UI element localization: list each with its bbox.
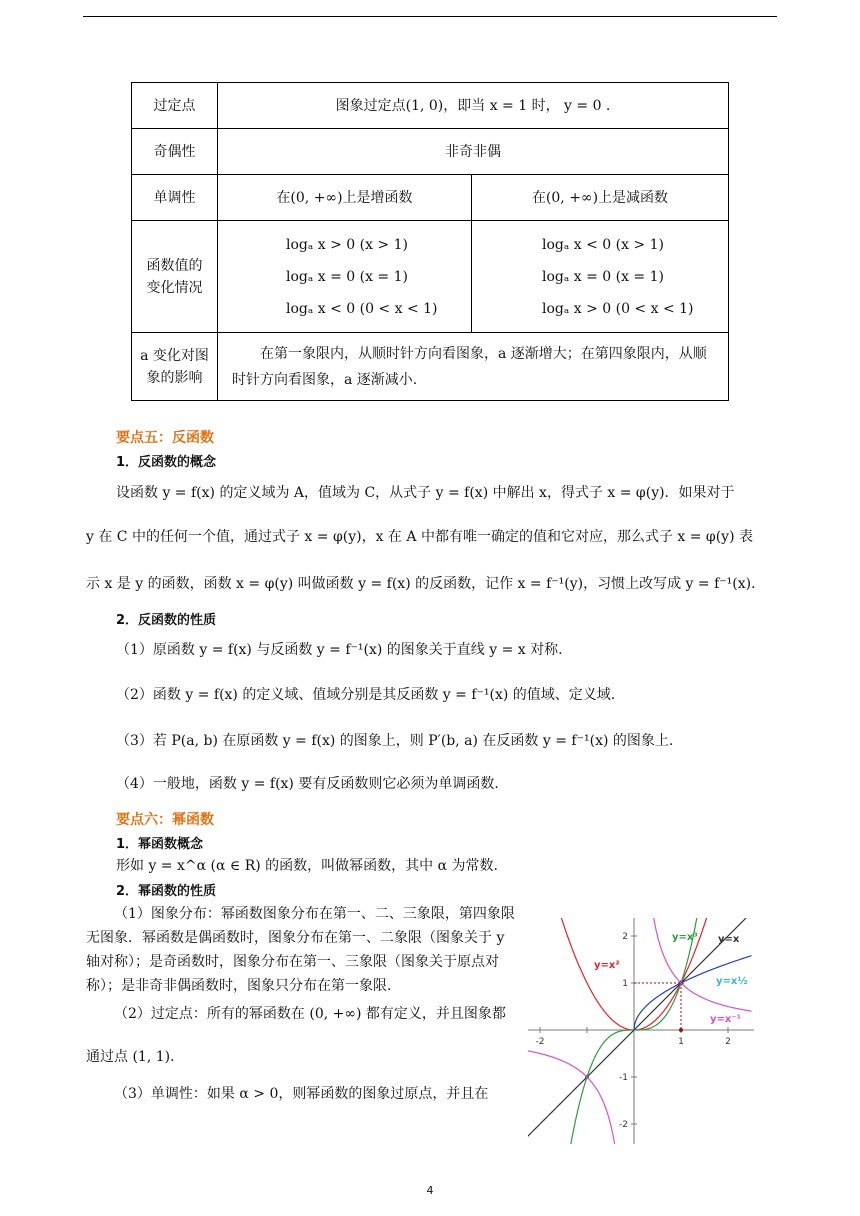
y-tick-label: -2 [619, 1120, 628, 1130]
formula-line: logₐ x > 0 (0 < x < 1) [542, 300, 694, 317]
property-line: （2）函数 y = f(x) 的定义域、值域分别是其反函数 y = f⁻¹(x) 的值域、定义域. [116, 687, 616, 703]
label-y-eq-x: y=x [718, 934, 740, 945]
property-line: （1）原函数 y = f(x) 与反函数 y = f⁻¹(x) 的图象关于直线 y = x 对称. [116, 642, 563, 658]
section-title: 要点五：反函数 [116, 430, 214, 446]
paragraph-line: 示 x 是 y 的函数，函数 x = φ(y) 叫做函数 y = f(x) 的反函数，记作 x = f⁻¹(y)，习惯上改写成 y = f⁻¹(x)． [86, 576, 766, 592]
formula-line: logₐ x > 0 (x > 1) [286, 236, 408, 253]
property-line: （3）若 P(a, b) 在原函数 y = f(x) 的图象上，则 P′(b, a) 在反函数 y = f⁻¹(x) 的图象上. [116, 733, 674, 749]
table-cell [472, 221, 729, 333]
row-header: 过定点 [132, 83, 218, 129]
paragraph: （3）单调性：如果 α > 0，则幂函数的图象过原点，并且在 [114, 1086, 489, 1102]
formula-line: logₐ x = 0 (x = 1) [542, 268, 664, 285]
log-function-properties-table [131, 82, 729, 401]
subsection-title: 1．反函数的概念 [116, 455, 217, 470]
paragraph: （1）图象分布：幂函数图象分布在第一、二、三象限，第四象限无图象．幂函数是偶函数时，图象分布在第一、二象限（图象关于 y 轴对称）；是奇函数时，图象分布在第一、三象限（图象关于原点对称）；是非奇非偶函数时，图象只分布在第一象限. [86, 906, 515, 994]
subsection-title: 1．幂函数概念 [116, 837, 204, 852]
x-tick-label: 2 [725, 1037, 731, 1047]
paragraph-line: 设函数 y = f(x) 的定义域为 A，值域为 C，从式子 y = f(x) 中解出 x，得式子 x = φ(y)．如果对于 [116, 485, 735, 501]
table-row [132, 83, 729, 129]
header-rule [83, 16, 777, 17]
table-row [132, 129, 729, 175]
curve-y-eq-x-inverse-left [528, 1050, 615, 1144]
power-function-graph [528, 918, 754, 1144]
row-header: a 变化对图象的影响 [132, 333, 218, 401]
formula-line: logₐ x = 0 (x = 1) [286, 268, 408, 285]
table-cell: 非奇非偶 [218, 129, 729, 175]
formula-line: logₐ x < 0 (x > 1) [542, 236, 664, 253]
table-row [132, 221, 729, 333]
curve-y-eq-x [528, 918, 751, 1138]
paragraph-line: 形如 y = x^α (α ∈ R) 的函数，叫做幂函数，其中 α 为常数. [116, 858, 498, 874]
x-tick-label: -2 [535, 1037, 545, 1047]
point-1-0 [679, 1028, 683, 1032]
row-header: 奇偶性 [132, 129, 218, 175]
section-title: 要点六：幂函数 [116, 812, 214, 828]
subsection-title: 2．幂函数的性质 [116, 884, 217, 899]
row-header: 单调性 [132, 175, 218, 221]
y-tick-label: -1 [619, 1073, 628, 1083]
table-cell: 在(0, +∞)上是减函数 [472, 175, 729, 221]
subsection-title: 2．反函数的性质 [116, 613, 217, 628]
label-y-eq-x-squared: y=x² [594, 960, 620, 971]
row-header: 函数值的变化情况 [132, 221, 218, 333]
graph-labels [594, 932, 748, 1025]
table-cell: 在(0, +∞)上是增函数 [218, 175, 472, 221]
graph-axes [528, 918, 754, 1144]
table-row [132, 333, 729, 401]
label-y-eq-x-inverse: y=x⁻¹ [710, 1014, 742, 1025]
table-cell: 在第一象限内，从顺时针方向看图象，a 逐渐增大；在第四象限内，从顺时针方向看图象，a 逐渐减小. [218, 333, 729, 401]
y-tick-label: 2 [622, 932, 628, 942]
graph-curves [528, 918, 752, 1144]
page-number: 4 [426, 1184, 434, 1197]
paragraph: （2）过定点：所有的幂函数在 (0, +∞) 都有定义，并且图象都 [114, 1006, 506, 1022]
table-cell [218, 221, 472, 333]
formula-line: logₐ x < 0 (0 < x < 1) [286, 300, 438, 317]
x-tick-label: 1 [678, 1037, 684, 1047]
y-tick-label: 1 [622, 979, 628, 989]
property-line: （4）一般地，函数 y = f(x) 要有反函数则它必须为单调函数. [116, 776, 499, 792]
table-cell: 图象过定点(1, 0)，即当 x = 1 时， y = 0 . [218, 83, 729, 129]
paragraph: 通过点 (1, 1)． [86, 1049, 185, 1065]
paragraph-line: y 在 C 中的任何一个值，通过式子 x = φ(y)，x 在 A 中都有唯一确定的值和它对应，那么式子 x = φ(y) 表 [86, 529, 754, 545]
label-y-eq-x-cubed: y=x³ [672, 932, 698, 943]
label-y-eq-x-half: y=x½ [716, 976, 748, 987]
table-row [132, 175, 729, 221]
